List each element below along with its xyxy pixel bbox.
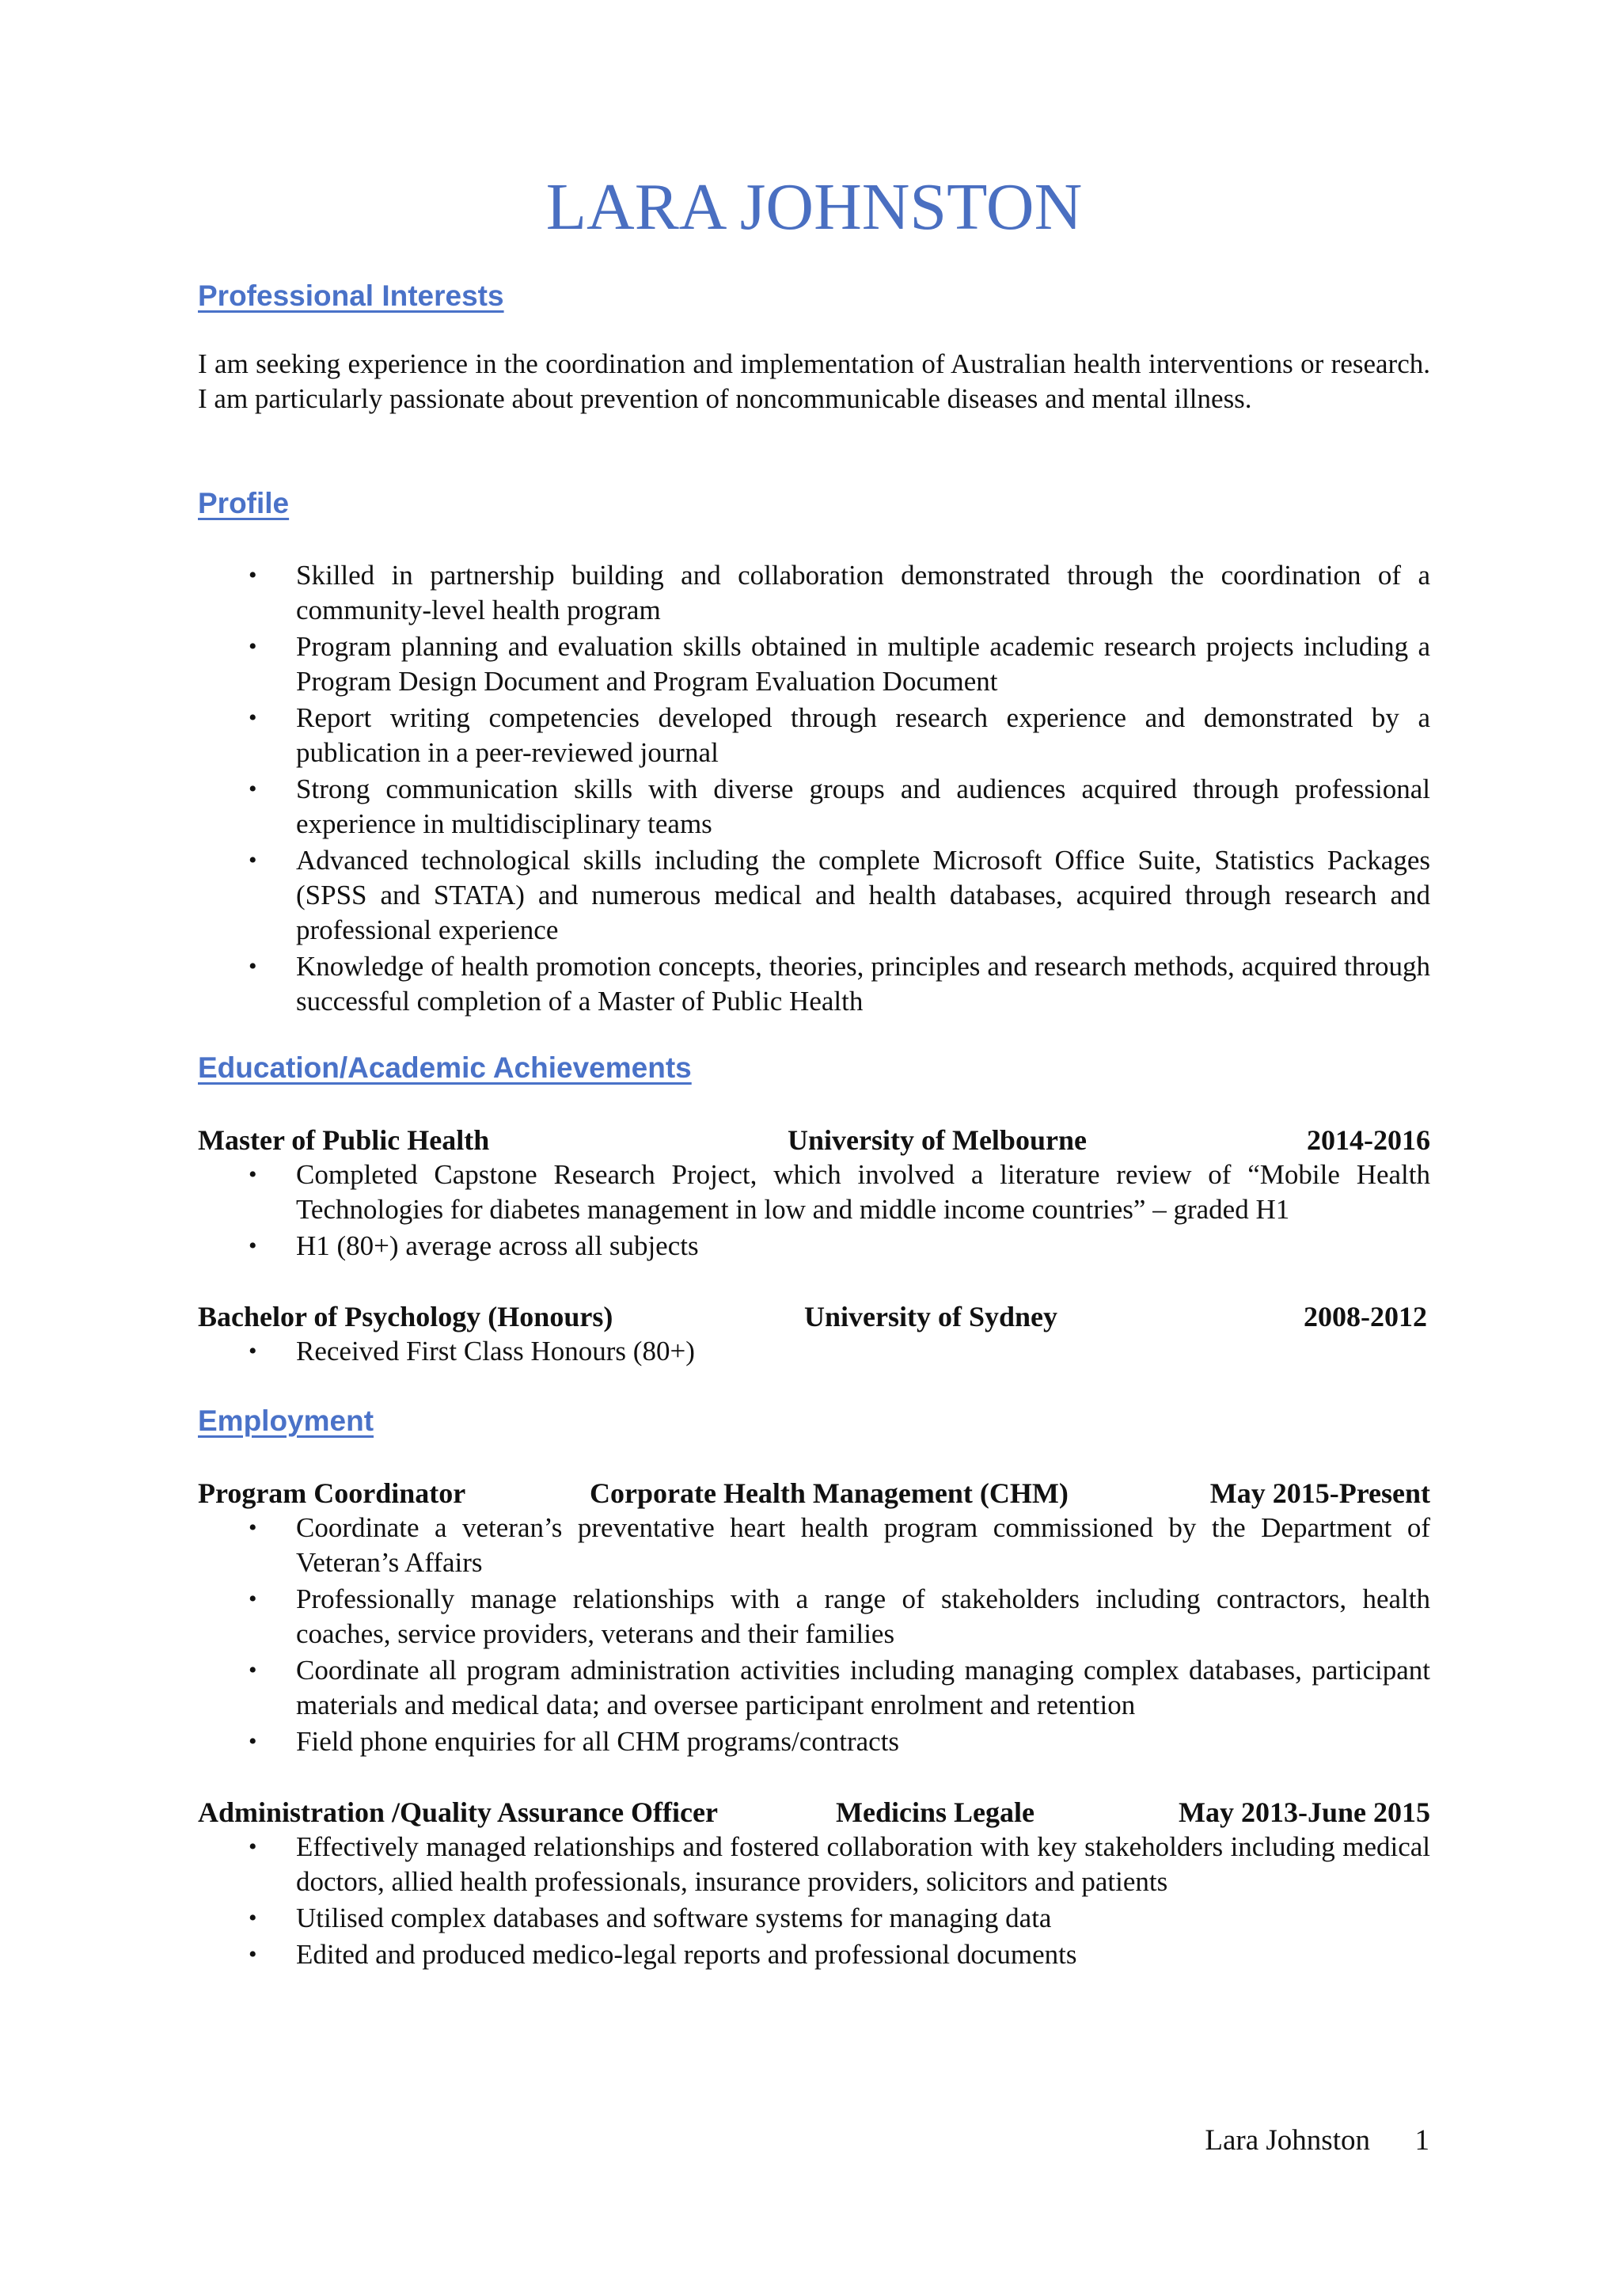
- job-role: Program Coordinator: [198, 1477, 466, 1509]
- profile-list: [198, 558, 1430, 1021]
- employment-item: • Utilised complex databases and software systems for managing data: [198, 1901, 1430, 1936]
- profile-item: • Knowledge of health promotion concepts, theories, principles and research methods, acquired through successful completion of a Master of Public Health: [249, 951, 1430, 1017]
- footer-name: Lara Johnston: [1205, 2124, 1370, 2157]
- section-heading-education: Education/Academic Achievements: [198, 1051, 692, 1084]
- page-number: 1: [1414, 2124, 1429, 2157]
- employment-entry-header: [198, 1795, 1430, 1830]
- profile-item: • Skilled in partnership building and collaboration demonstrated through the coordination of a community-level health program: [249, 560, 1430, 625]
- education-entry-header: [198, 1299, 1430, 1334]
- employment-item: • Coordinate a veteran’s preventative heart health program commissioned by the Department of Veteran’s Affairs: [249, 1512, 1430, 1578]
- bullet-icon: •: [249, 1233, 257, 1259]
- bullet-icon: •: [249, 1657, 257, 1683]
- profile-item: • Advanced technological skills including the complete Microsoft Office Suite, Statistics Packages (SPSS and STATA) and numerous medical and health databases, acquired through research and professional experience: [249, 845, 1430, 945]
- interests-text: I am seeking experience in the coordination and implementation of Australian health interventions or research. I am particularly passionate about prevention of noncommunicable diseases and mental illness.: [198, 348, 1430, 414]
- bullet-icon: •: [249, 953, 257, 979]
- education-item: • Received First Class Honours (80+): [198, 1334, 1430, 1369]
- education-item: • H1 (80+) average across all subjects: [198, 1229, 1430, 1264]
- employment-list: [198, 1830, 1430, 1974]
- bullet-icon: •: [249, 1515, 257, 1541]
- employment-list: [198, 1511, 1430, 1761]
- institution: University of Melbourne: [788, 1124, 1087, 1156]
- employment-dates: May 2015-Present: [1209, 1477, 1430, 1509]
- education-list: [198, 1158, 1430, 1265]
- section-heading-employment: Employment: [198, 1405, 374, 1437]
- employment-item: • Effectively managed relationships and fostered collaboration with key stakeholders including medical doctors, allied health professionals, insurance providers, solicitors and patients: [249, 1831, 1430, 1897]
- bullet-icon: •: [249, 705, 257, 731]
- bullet-icon: •: [249, 1586, 257, 1612]
- profile-item: • Report writing competencies developed through research experience and demonstrated by a publication in a peer-reviewed journal: [249, 702, 1430, 768]
- bullet-icon: •: [249, 1834, 257, 1860]
- employment-dates: May 2013-June 2015: [1179, 1796, 1430, 1828]
- education-list: [198, 1334, 1430, 1370]
- resume-name: LARA JOHNSTON: [545, 170, 1083, 244]
- section-heading-interests: Professional Interests: [198, 279, 504, 312]
- bullet-icon: •: [249, 776, 257, 802]
- degree-title: Bachelor of Psychology (Honours): [198, 1301, 613, 1332]
- education-years: 2014-2016: [1307, 1124, 1430, 1156]
- employment-item: • Edited and produced medico-legal reports and professional documents: [198, 1937, 1430, 1972]
- bullet-icon: •: [249, 847, 257, 873]
- employment-item: • Coordinate all program administration activities including managing complex databases, participant materials and medical data; and oversee participant enrolment and retention: [249, 1655, 1430, 1720]
- job-role: Administration /Quality Assurance Officer: [198, 1796, 718, 1828]
- employer: Medicins Legale: [836, 1796, 1034, 1828]
- section-heading-profile: Profile: [198, 487, 290, 519]
- employment-entry-header: [198, 1476, 1430, 1511]
- bullet-icon: •: [249, 1905, 257, 1931]
- profile-item: • Program planning and evaluation skills obtained in multiple academic research projects including a Program Design Document and Program Evaluation Document: [249, 631, 1430, 697]
- profile-item: • Strong communication skills with diverse groups and audiences acquired through professional experience in multidisciplinary teams: [249, 774, 1430, 839]
- bullet-icon: •: [249, 633, 257, 660]
- degree-title: Master of Public Health: [198, 1124, 490, 1156]
- education-entry-header: [198, 1123, 1430, 1158]
- bullet-icon: •: [249, 1338, 257, 1364]
- employer: Corporate Health Management (CHM): [590, 1477, 1069, 1509]
- institution: University of Sydney: [804, 1301, 1058, 1332]
- bullet-icon: •: [249, 1728, 257, 1754]
- employment-item: • Field phone enquiries for all CHM programs/contracts: [198, 1724, 1430, 1759]
- bullet-icon: •: [249, 1161, 257, 1188]
- page-footer: [1205, 2123, 1429, 2158]
- employment-item: • Professionally manage relationships with a range of stakeholders including contractors, health coaches, service providers, veterans and their families: [249, 1583, 1430, 1649]
- education-item: • Completed Capstone Research Project, which involved a literature review of “Mobile Health Technologies for diabetes management in low and middle income countries” – graded H1: [249, 1159, 1430, 1225]
- bullet-icon: •: [249, 562, 257, 588]
- education-years: 2008-2012: [1304, 1301, 1427, 1332]
- bullet-icon: •: [249, 1941, 257, 1967]
